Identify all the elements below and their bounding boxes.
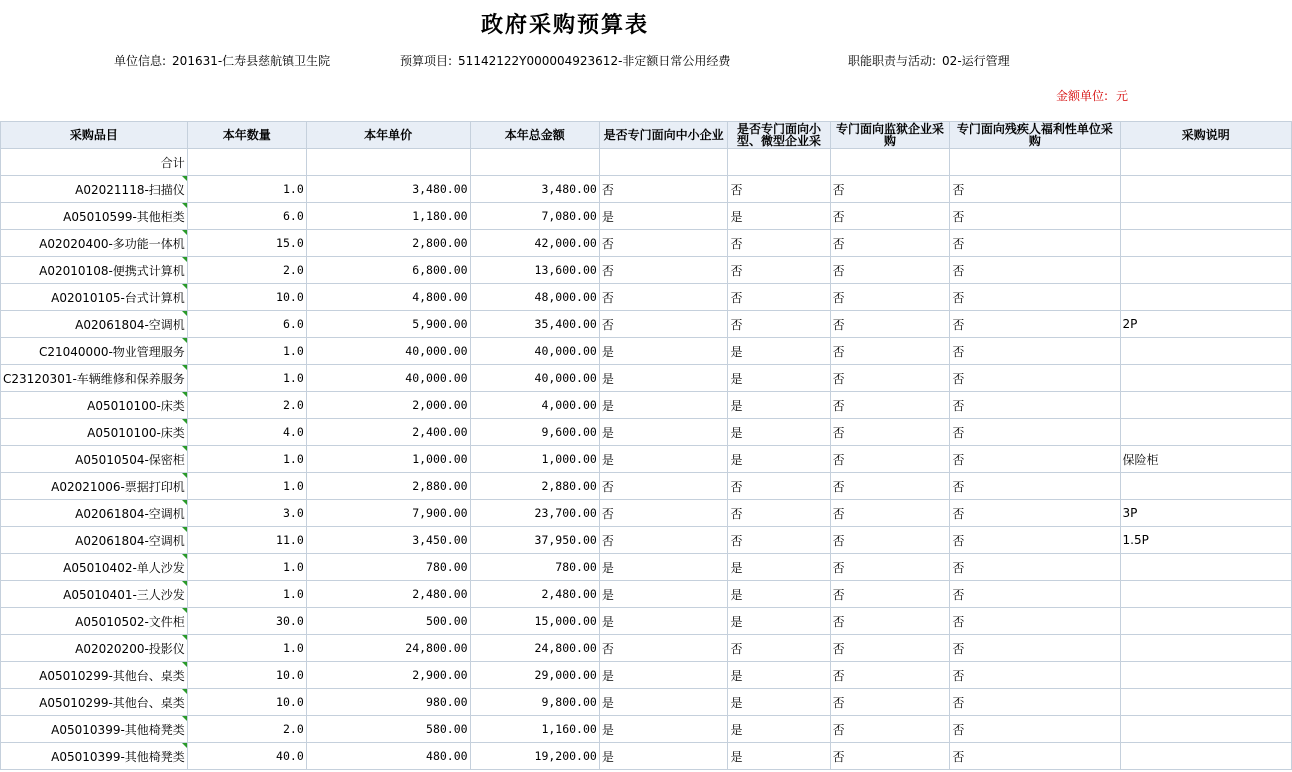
item-cell[interactable]: A02020200-投影仪 — [1, 635, 188, 662]
sme-cell[interactable]: 是 — [599, 365, 728, 392]
quantity-cell[interactable]: 10.0 — [187, 662, 306, 689]
sme-cell[interactable]: 是 — [599, 608, 728, 635]
table-row — [1, 419, 1292, 446]
unit-price-cell[interactable]: 2,880.00 — [306, 473, 470, 500]
total-amount-cell[interactable]: 9,600.00 — [470, 419, 599, 446]
description-cell[interactable] — [1120, 554, 1291, 581]
quantity-cell[interactable]: 1.0 — [187, 581, 306, 608]
col-header-item[interactable]: 采购品目 — [1, 122, 188, 149]
item-cell[interactable]: A05010599-其他柜类 — [1, 203, 188, 230]
unit-price-cell[interactable]: 7,900.00 — [306, 500, 470, 527]
unit-price-cell[interactable]: 2,800.00 — [306, 230, 470, 257]
disability-unit-cell[interactable]: 否 — [950, 365, 1120, 392]
table-row — [1, 257, 1292, 284]
quantity-cell[interactable]: 2.0 — [187, 392, 306, 419]
col-header-description[interactable]: 采购说明 — [1120, 122, 1291, 149]
disability-unit-cell[interactable]: 否 — [950, 608, 1120, 635]
disability-unit-cell[interactable]: 否 — [950, 581, 1120, 608]
total-amount-cell[interactable]: 35,400.00 — [470, 311, 599, 338]
table-row — [1, 743, 1292, 770]
table-cell[interactable] — [728, 149, 830, 176]
description-cell[interactable] — [1120, 716, 1291, 743]
disability-unit-cell[interactable]: 否 — [950, 716, 1120, 743]
item-cell[interactable]: A05010299-其他台、桌类 — [1, 662, 188, 689]
function-activity — [848, 52, 1010, 69]
description-cell[interactable]: 1.5P — [1120, 527, 1291, 554]
unit-price-cell[interactable]: 480.00 — [306, 743, 470, 770]
unit-price-cell[interactable]: 4,800.00 — [306, 284, 470, 311]
prison-enterprise-cell[interactable]: 否 — [830, 581, 950, 608]
table-row — [1, 311, 1292, 338]
micro-enterprise-cell[interactable]: 是 — [728, 581, 830, 608]
function-activity-label: 职能职责与活动: — [848, 54, 937, 68]
description-cell[interactable] — [1120, 689, 1291, 716]
micro-enterprise-cell[interactable]: 是 — [728, 716, 830, 743]
quantity-cell[interactable]: 10.0 — [187, 284, 306, 311]
micro-enterprise-cell[interactable]: 是 — [728, 392, 830, 419]
micro-enterprise-cell[interactable]: 否 — [728, 284, 830, 311]
micro-enterprise-cell[interactable]: 否 — [728, 527, 830, 554]
table-row — [1, 635, 1292, 662]
sme-cell[interactable]: 否 — [599, 473, 728, 500]
col-header-quantity[interactable]: 本年数量 — [187, 122, 306, 149]
prison-enterprise-cell[interactable]: 否 — [830, 743, 950, 770]
item-cell[interactable]: A05010100-床类 — [1, 419, 188, 446]
disability-unit-cell[interactable]: 否 — [950, 446, 1120, 473]
table-cell[interactable] — [470, 149, 599, 176]
quantity-cell[interactable]: 1.0 — [187, 446, 306, 473]
disability-unit-cell[interactable]: 否 — [950, 392, 1120, 419]
quantity-cell[interactable]: 1.0 — [187, 338, 306, 365]
table-row — [1, 392, 1292, 419]
total-amount-cell[interactable]: 3,480.00 — [470, 176, 599, 203]
micro-enterprise-cell[interactable]: 否 — [728, 311, 830, 338]
description-cell[interactable] — [1120, 365, 1291, 392]
item-cell[interactable]: A05010399-其他椅凳类 — [1, 743, 188, 770]
table-cell[interactable] — [599, 149, 728, 176]
prison-enterprise-cell[interactable]: 否 — [830, 473, 950, 500]
table-row — [1, 365, 1292, 392]
unit-price-cell[interactable]: 1,000.00 — [306, 446, 470, 473]
quantity-cell[interactable]: 6.0 — [187, 311, 306, 338]
table-row — [1, 527, 1292, 554]
disability-unit-cell[interactable]: 否 — [950, 635, 1120, 662]
total-row — [1, 149, 1292, 176]
unit-price-cell[interactable]: 6,800.00 — [306, 257, 470, 284]
description-cell[interactable] — [1120, 392, 1291, 419]
disability-unit-cell[interactable]: 否 — [950, 500, 1120, 527]
table-row — [1, 203, 1292, 230]
table-header-row — [1, 122, 1292, 149]
sme-cell[interactable]: 否 — [599, 527, 728, 554]
micro-enterprise-cell[interactable]: 是 — [728, 662, 830, 689]
description-cell[interactable] — [1120, 581, 1291, 608]
micro-enterprise-cell[interactable]: 是 — [728, 365, 830, 392]
sme-cell[interactable]: 是 — [599, 554, 728, 581]
function-activity-value: 02-运行管理 — [942, 54, 1010, 68]
disability-unit-cell[interactable]: 否 — [950, 176, 1120, 203]
table-cell[interactable] — [950, 149, 1120, 176]
unit-price-cell[interactable]: 3,450.00 — [306, 527, 470, 554]
micro-enterprise-cell[interactable]: 是 — [728, 554, 830, 581]
unit-price-cell[interactable]: 780.00 — [306, 554, 470, 581]
description-cell[interactable] — [1120, 743, 1291, 770]
table-cell[interactable] — [830, 149, 950, 176]
micro-enterprise-cell[interactable]: 否 — [728, 230, 830, 257]
prison-enterprise-cell[interactable]: 否 — [830, 689, 950, 716]
item-cell[interactable]: C23120301-车辆维修和保养服务 — [1, 365, 188, 392]
quantity-cell[interactable]: 1.0 — [187, 554, 306, 581]
disability-unit-cell[interactable]: 否 — [950, 527, 1120, 554]
col-header-sme[interactable]: 是否专门面向中小企业 — [599, 122, 728, 149]
total-amount-cell[interactable]: 48,000.00 — [470, 284, 599, 311]
total-amount-cell[interactable]: 1,000.00 — [470, 446, 599, 473]
sme-cell[interactable]: 是 — [599, 662, 728, 689]
unit-info-label: 单位信息: — [114, 54, 167, 68]
sme-cell[interactable]: 否 — [599, 257, 728, 284]
prison-enterprise-cell[interactable]: 否 — [830, 392, 950, 419]
total-amount-cell[interactable]: 23,700.00 — [470, 500, 599, 527]
amount-unit-value: 元 — [1116, 89, 1129, 103]
sme-cell[interactable]: 是 — [599, 689, 728, 716]
micro-enterprise-cell[interactable]: 否 — [728, 473, 830, 500]
sme-cell[interactable]: 否 — [599, 230, 728, 257]
col-header-prison-enterprise[interactable]: 专门面向监狱企业采购 — [830, 122, 950, 149]
unit-price-cell[interactable]: 1,180.00 — [306, 203, 470, 230]
item-cell[interactable]: A02061804-空调机 — [1, 500, 188, 527]
sme-cell[interactable]: 是 — [599, 716, 728, 743]
micro-enterprise-cell[interactable]: 是 — [728, 689, 830, 716]
description-cell[interactable] — [1120, 257, 1291, 284]
unit-price-cell[interactable]: 2,900.00 — [306, 662, 470, 689]
item-cell[interactable]: A02061804-空调机 — [1, 527, 188, 554]
prison-enterprise-cell[interactable]: 否 — [830, 419, 950, 446]
description-cell[interactable] — [1120, 203, 1291, 230]
sme-cell[interactable]: 否 — [599, 311, 728, 338]
disability-unit-cell[interactable]: 否 — [950, 419, 1120, 446]
disability-unit-cell[interactable]: 否 — [950, 338, 1120, 365]
quantity-cell[interactable]: 2.0 — [187, 716, 306, 743]
amount-unit — [1056, 87, 1128, 104]
micro-enterprise-cell[interactable]: 是 — [728, 419, 830, 446]
prison-enterprise-cell[interactable]: 否 — [830, 608, 950, 635]
table-row — [1, 473, 1292, 500]
table-row — [1, 554, 1292, 581]
quantity-cell[interactable]: 30.0 — [187, 608, 306, 635]
procurement-table — [0, 121, 1292, 770]
table-row — [1, 230, 1292, 257]
prison-enterprise-cell[interactable]: 否 — [830, 500, 950, 527]
disability-unit-cell[interactable]: 否 — [950, 230, 1120, 257]
sme-cell[interactable]: 是 — [599, 743, 728, 770]
total-amount-cell[interactable]: 37,950.00 — [470, 527, 599, 554]
prison-enterprise-cell[interactable]: 否 — [830, 311, 950, 338]
description-cell[interactable] — [1120, 473, 1291, 500]
disability-unit-cell[interactable]: 否 — [950, 473, 1120, 500]
item-cell[interactable]: A02061804-空调机 — [1, 311, 188, 338]
budget-project-label: 预算项目: — [400, 54, 453, 68]
total-amount-cell[interactable]: 19,200.00 — [470, 743, 599, 770]
col-header-unit-price[interactable]: 本年单价 — [306, 122, 470, 149]
description-cell[interactable] — [1120, 419, 1291, 446]
prison-enterprise-cell[interactable]: 否 — [830, 635, 950, 662]
disability-unit-cell[interactable]: 否 — [950, 257, 1120, 284]
unit-price-cell[interactable]: 980.00 — [306, 689, 470, 716]
description-cell[interactable]: 保险柜 — [1120, 446, 1291, 473]
description-cell[interactable] — [1120, 608, 1291, 635]
sme-cell[interactable]: 是 — [599, 419, 728, 446]
unit-price-cell[interactable]: 2,400.00 — [306, 419, 470, 446]
item-cell[interactable]: A02020400-多功能一体机 — [1, 230, 188, 257]
unit-price-cell[interactable]: 40,000.00 — [306, 338, 470, 365]
micro-enterprise-cell[interactable]: 否 — [728, 176, 830, 203]
table-row — [1, 662, 1292, 689]
sme-cell[interactable]: 是 — [599, 392, 728, 419]
prison-enterprise-cell[interactable]: 否 — [830, 176, 950, 203]
micro-enterprise-cell[interactable]: 是 — [728, 608, 830, 635]
unit-price-cell[interactable]: 500.00 — [306, 608, 470, 635]
total-amount-cell[interactable]: 40,000.00 — [470, 365, 599, 392]
description-cell[interactable] — [1120, 338, 1291, 365]
sme-cell[interactable]: 否 — [599, 284, 728, 311]
total-amount-cell[interactable]: 780.00 — [470, 554, 599, 581]
micro-enterprise-cell[interactable]: 否 — [728, 257, 830, 284]
unit-price-cell[interactable]: 580.00 — [306, 716, 470, 743]
item-cell[interactable]: A05010502-文件柜 — [1, 608, 188, 635]
item-cell[interactable]: A02021118-扫描仪 — [1, 176, 188, 203]
quantity-cell[interactable]: 3.0 — [187, 500, 306, 527]
item-cell[interactable]: C21040000-物业管理服务 — [1, 338, 188, 365]
prison-enterprise-cell[interactable]: 否 — [830, 257, 950, 284]
quantity-cell[interactable]: 2.0 — [187, 257, 306, 284]
unit-price-cell[interactable]: 3,480.00 — [306, 176, 470, 203]
item-cell[interactable]: A05010299-其他台、桌类 — [1, 689, 188, 716]
total-amount-cell[interactable]: 40,000.00 — [470, 338, 599, 365]
quantity-cell[interactable]: 1.0 — [187, 473, 306, 500]
description-cell[interactable] — [1120, 635, 1291, 662]
quantity-cell[interactable]: 6.0 — [187, 203, 306, 230]
description-cell[interactable]: 3P — [1120, 500, 1291, 527]
table-row — [1, 176, 1292, 203]
total-amount-cell[interactable]: 13,600.00 — [470, 257, 599, 284]
micro-enterprise-cell[interactable]: 否 — [728, 500, 830, 527]
sme-cell[interactable]: 是 — [599, 581, 728, 608]
description-cell[interactable] — [1120, 284, 1291, 311]
total-amount-cell[interactable]: 2,480.00 — [470, 581, 599, 608]
description-cell[interactable]: 2P — [1120, 311, 1291, 338]
total-amount-cell[interactable]: 42,000.00 — [470, 230, 599, 257]
disability-unit-cell[interactable]: 否 — [950, 662, 1120, 689]
table-cell[interactable] — [1120, 149, 1291, 176]
prison-enterprise-cell[interactable]: 否 — [830, 284, 950, 311]
table-cell[interactable] — [187, 149, 306, 176]
unit-info-value: 201631-仁寿县慈航镇卫生院 — [172, 54, 331, 68]
total-amount-cell[interactable]: 29,000.00 — [470, 662, 599, 689]
prison-enterprise-cell[interactable]: 否 — [830, 554, 950, 581]
page-title: 政府采购预算表 — [480, 12, 649, 38]
table-row — [1, 716, 1292, 743]
description-cell[interactable] — [1120, 230, 1291, 257]
total-label: 合计 — [1, 149, 188, 176]
item-cell[interactable]: A05010401-三人沙发 — [1, 581, 188, 608]
total-amount-cell[interactable]: 4,000.00 — [470, 392, 599, 419]
table-cell[interactable] — [306, 149, 470, 176]
unit-info — [114, 52, 330, 69]
quantity-cell[interactable]: 4.0 — [187, 419, 306, 446]
quantity-cell[interactable]: 40.0 — [187, 743, 306, 770]
quantity-cell[interactable]: 10.0 — [187, 689, 306, 716]
table-row — [1, 284, 1292, 311]
disability-unit-cell[interactable]: 否 — [950, 554, 1120, 581]
prison-enterprise-cell[interactable]: 否 — [830, 365, 950, 392]
item-cell[interactable]: A05010100-床类 — [1, 392, 188, 419]
table-row — [1, 338, 1292, 365]
sme-cell[interactable]: 否 — [599, 635, 728, 662]
total-amount-cell[interactable]: 1,160.00 — [470, 716, 599, 743]
quantity-cell[interactable]: 15.0 — [187, 230, 306, 257]
item-cell[interactable]: A05010504-保密柜 — [1, 446, 188, 473]
table-row — [1, 500, 1292, 527]
unit-price-cell[interactable]: 2,480.00 — [306, 581, 470, 608]
description-cell[interactable] — [1120, 662, 1291, 689]
quantity-cell[interactable]: 1.0 — [187, 635, 306, 662]
table-row — [1, 608, 1292, 635]
col-header-total-amount[interactable]: 本年总金额 — [470, 122, 599, 149]
total-amount-cell[interactable]: 2,880.00 — [470, 473, 599, 500]
unit-price-cell[interactable]: 5,900.00 — [306, 311, 470, 338]
item-cell[interactable]: A02010105-台式计算机 — [1, 284, 188, 311]
col-header-micro-enterprise[interactable]: 是否专门面向小型、微型企业采 — [728, 122, 830, 149]
quantity-cell[interactable]: 1.0 — [187, 176, 306, 203]
table-row — [1, 581, 1292, 608]
table-row — [1, 689, 1292, 716]
sme-cell[interactable]: 是 — [599, 203, 728, 230]
item-cell[interactable]: A05010402-单人沙发 — [1, 554, 188, 581]
col-header-disability-unit[interactable]: 专门面向残疾人福利性单位采购 — [950, 122, 1120, 149]
table-row — [1, 446, 1292, 473]
disability-unit-cell[interactable]: 否 — [950, 203, 1120, 230]
sme-cell[interactable]: 是 — [599, 446, 728, 473]
micro-enterprise-cell[interactable]: 是 — [728, 203, 830, 230]
sme-cell[interactable]: 否 — [599, 176, 728, 203]
prison-enterprise-cell[interactable]: 否 — [830, 230, 950, 257]
total-amount-cell[interactable]: 15,000.00 — [470, 608, 599, 635]
micro-enterprise-cell[interactable]: 是 — [728, 743, 830, 770]
micro-enterprise-cell[interactable]: 是 — [728, 446, 830, 473]
amount-unit-label: 金额单位: — [1056, 89, 1109, 103]
prison-enterprise-cell[interactable]: 否 — [830, 662, 950, 689]
item-cell[interactable]: A02021006-票据打印机 — [1, 473, 188, 500]
disability-unit-cell[interactable]: 否 — [950, 311, 1120, 338]
item-cell[interactable]: A05010399-其他椅凳类 — [1, 716, 188, 743]
disability-unit-cell[interactable]: 否 — [950, 743, 1120, 770]
total-amount-cell[interactable]: 9,800.00 — [470, 689, 599, 716]
prison-enterprise-cell[interactable]: 否 — [830, 716, 950, 743]
micro-enterprise-cell[interactable]: 否 — [728, 635, 830, 662]
quantity-cell[interactable]: 11.0 — [187, 527, 306, 554]
description-cell[interactable] — [1120, 176, 1291, 203]
micro-enterprise-cell[interactable]: 是 — [728, 338, 830, 365]
prison-enterprise-cell[interactable]: 否 — [830, 446, 950, 473]
quantity-cell[interactable]: 1.0 — [187, 365, 306, 392]
sme-cell[interactable]: 否 — [599, 500, 728, 527]
item-cell[interactable]: A02010108-便携式计算机 — [1, 257, 188, 284]
unit-price-cell[interactable]: 40,000.00 — [306, 365, 470, 392]
disability-unit-cell[interactable]: 否 — [950, 689, 1120, 716]
unit-price-cell[interactable]: 2,000.00 — [306, 392, 470, 419]
prison-enterprise-cell[interactable]: 否 — [830, 203, 950, 230]
disability-unit-cell[interactable]: 否 — [950, 284, 1120, 311]
prison-enterprise-cell[interactable]: 否 — [830, 338, 950, 365]
total-amount-cell[interactable]: 24,800.00 — [470, 635, 599, 662]
total-amount-cell[interactable]: 7,080.00 — [470, 203, 599, 230]
budget-project-value: 51142122Y000004923612-非定额日常公用经费 — [458, 54, 731, 68]
unit-price-cell[interactable]: 24,800.00 — [306, 635, 470, 662]
prison-enterprise-cell[interactable]: 否 — [830, 527, 950, 554]
sme-cell[interactable]: 是 — [599, 338, 728, 365]
budget-project — [400, 52, 730, 69]
